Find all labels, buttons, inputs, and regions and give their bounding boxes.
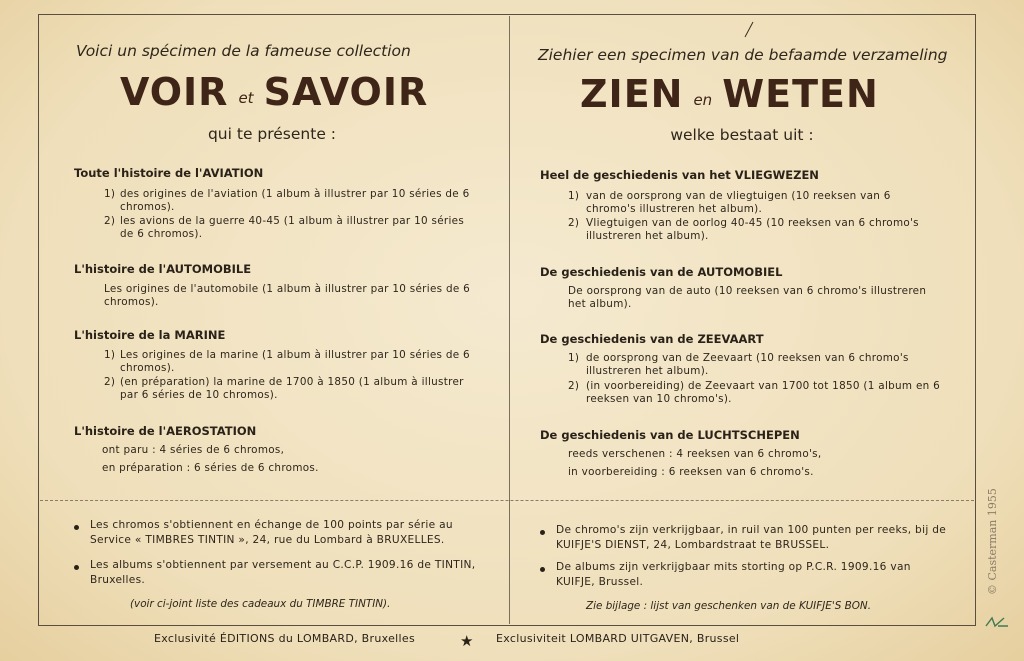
intro-text: Ziehier een specimen van de befaamde verzameling xyxy=(538,46,948,64)
item-text: Les origines de l'automobile (1 album à illustrer par 10 séries de 6 chromos). xyxy=(104,283,471,308)
list-item xyxy=(104,283,476,308)
section-heading: Toute l'histoire de l'AVIATION xyxy=(74,166,264,180)
item-text: reeds verschenen : 4 reeksen van 6 chromo's, xyxy=(568,448,822,460)
item-text: van de oorsprong van de vliegtuigen (10 reeksen van 6 chromo's illustreren het album). xyxy=(586,190,891,215)
list-item xyxy=(102,462,482,475)
star-icon: ★ xyxy=(460,632,474,650)
subtitle: welke bestaat uit : xyxy=(670,126,814,144)
item-text: ont paru : 4 séries de 6 chromos, xyxy=(102,444,285,456)
item-text: (en préparation) la marine de 1700 à 1850 (1 album à illustrer par 6 séries de 10 chromos). xyxy=(120,376,464,401)
section-heading: De geschiedenis van de AUTOMOBIEL xyxy=(540,265,783,279)
bullet xyxy=(540,567,545,572)
item-number: 1) xyxy=(568,190,580,202)
list-item xyxy=(568,352,942,377)
list-item xyxy=(568,285,944,310)
note-text: Les chromos s'obtiennent en échange de 100 points par série au Service « TIMBRES TINTIN », 24, rue du Lombard à BRUXELLES. xyxy=(90,519,453,546)
title-join: en xyxy=(693,91,713,109)
item-text: des origines de l'aviation (1 album à illustrer par 10 séries de 6 chromos). xyxy=(120,188,470,213)
section-heading: Heel de geschiedenis van het VLIEGWEZEN xyxy=(540,168,819,182)
collection-title xyxy=(580,72,879,116)
section-heading: L'histoire de l'AUTOMOBILE xyxy=(74,262,252,276)
title-part-a: ZIEN xyxy=(580,72,684,116)
section-heading: L'histoire de la MARINE xyxy=(74,328,226,342)
title-part-a: VOIR xyxy=(120,70,229,114)
pen-mark-corner xyxy=(982,612,1012,634)
item-number: 2) xyxy=(104,215,116,227)
italic-note: (voir ci-joint liste des cadeaux du TIMBRE TINTIN). xyxy=(130,598,391,610)
bullet xyxy=(74,565,79,570)
item-number: 1) xyxy=(104,188,116,200)
list-item xyxy=(568,217,942,242)
italic-note: Zie bijlage : lijst van geschenken van de KUIFJE'S BON. xyxy=(586,600,871,612)
bullet xyxy=(74,525,79,530)
list-item xyxy=(102,444,482,457)
subtitle: qui te présente : xyxy=(207,125,337,143)
section-heading: L'histoire de l'AEROSTATION xyxy=(74,424,257,438)
title-part-b: WETEN xyxy=(722,72,879,116)
copyright-text: © Casterman 1955 xyxy=(986,488,999,595)
center-divider xyxy=(509,16,511,624)
list-item xyxy=(568,190,942,215)
item-text: les avions de la guerre 40-45 (1 album à illustrer par 10 séries de 6 chromos). xyxy=(120,215,465,240)
notes-divider xyxy=(40,500,974,502)
bullet xyxy=(540,530,545,535)
list-item xyxy=(568,380,942,405)
intro-text: Voici un spécimen de la fameuse collection xyxy=(76,42,411,60)
item-text: Vliegtuigen van de oorlog 40-45 (10 reeksen van 6 chromo's illustreren het album). xyxy=(586,217,919,242)
list-item xyxy=(568,448,948,461)
item-text: en préparation : 6 séries de 6 chromos. xyxy=(102,462,319,474)
collection-title xyxy=(120,70,429,114)
note-text: De chromo's zijn verkrijgbaar, in ruil van 100 punten per reeks, bij de KUIFJE'S DIENST, 24, Lombardstraat te BRUSSEL. xyxy=(556,524,947,551)
item-text: in voorbereiding : 6 reeksen van 6 chromo's. xyxy=(568,466,814,478)
item-number: 1) xyxy=(104,349,116,361)
item-number: 2) xyxy=(568,380,580,392)
footer-right: Exclusiviteit LOMBARD UITGAVEN, Brussel xyxy=(496,632,740,645)
item-text: de oorsprong van de Zeevaart (10 reeksen van 6 chromo's illustreren het album). xyxy=(586,352,909,377)
section-heading: De geschiedenis van de LUCHTSCHEPEN xyxy=(540,428,800,442)
list-item xyxy=(104,188,476,213)
list-item xyxy=(104,349,476,374)
list-item xyxy=(104,376,476,401)
item-text: Les origines de la marine (1 album à illustrer par 10 séries de 6 chromos). xyxy=(120,349,470,374)
section-heading: De geschiedenis van de ZEEVAART xyxy=(540,332,764,346)
item-text: (in voorbereiding) de Zeevaart van 1700 tot 1850 (1 album en 6 reeksen van 10 chromo's). xyxy=(586,380,941,405)
list-item xyxy=(568,466,948,479)
footer-left: Exclusivité ÉDITIONS du LOMBARD, Bruxelles xyxy=(154,632,415,645)
note-text: De albums zijn verkrijgbaar mits storting op P.C.R. 1909.16 van KUIFJE, Brussel. xyxy=(556,561,911,588)
item-text: De oorsprong van de auto (10 reeksen van 6 chromo's illustreren het album). xyxy=(568,285,927,310)
title-part-b: SAVOIR xyxy=(263,70,429,114)
item-number: 1) xyxy=(568,352,580,364)
list-item xyxy=(104,215,476,240)
pen-mark-top xyxy=(742,20,756,38)
item-number: 2) xyxy=(104,376,116,388)
note-text: Les albums s'obtiennent par versement au C.C.P. 1909.16 de TINTIN, Bruxelles. xyxy=(90,559,476,586)
item-number: 2) xyxy=(568,217,580,229)
title-join: et xyxy=(238,89,254,107)
